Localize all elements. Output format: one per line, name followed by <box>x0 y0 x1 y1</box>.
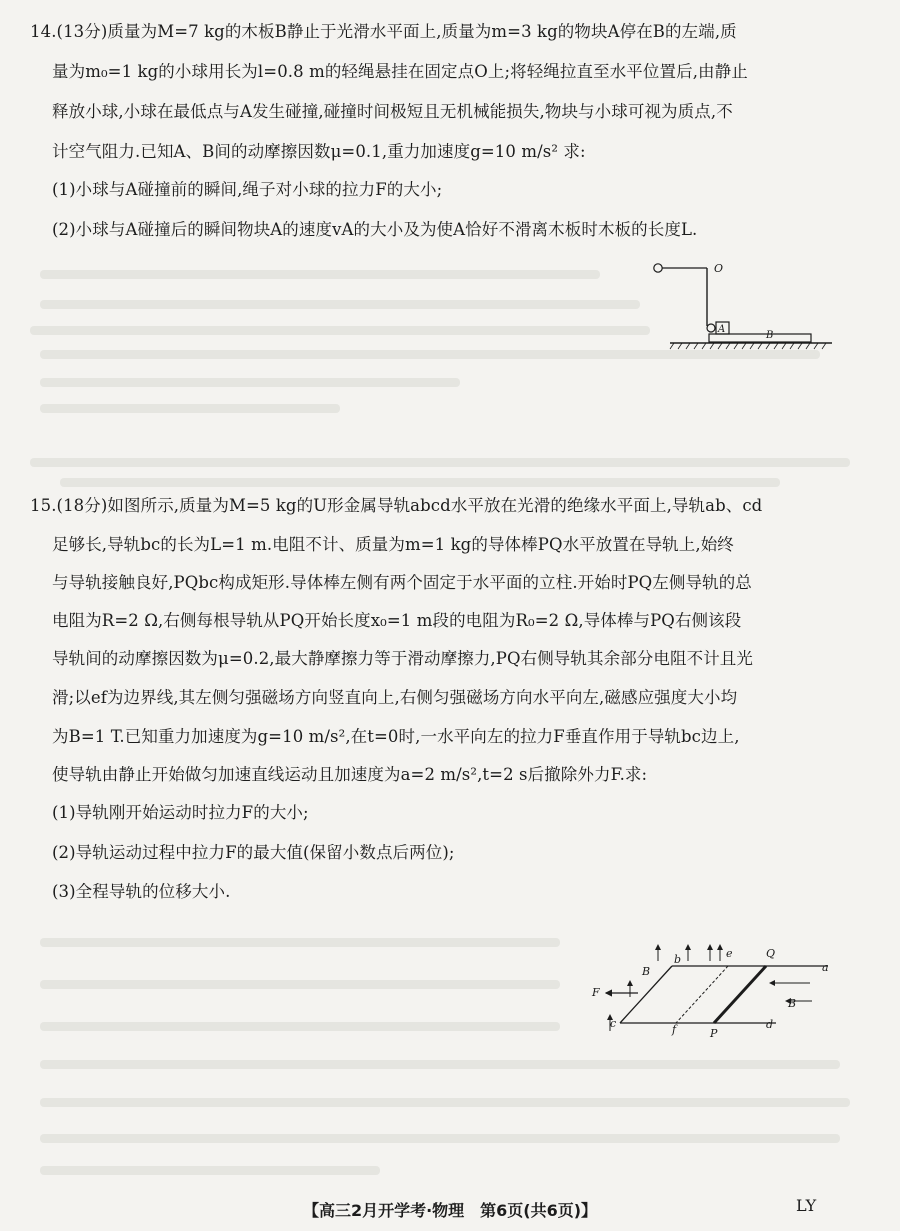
label-A: A <box>718 324 726 335</box>
q15-sub-question-2: (2)导轨运动过程中拉力F的最大值(保留小数点后两位); <box>52 843 455 862</box>
page-footer: 【高三2月开学考·物理 第6页(共6页)】 <box>302 1201 598 1220</box>
q14-sub-question-1: (1)小球与A碰撞前的瞬间,绳子对小球的拉力F的大小; <box>52 180 443 199</box>
ground-hatch <box>670 343 826 349</box>
q15-diagram <box>580 935 840 1045</box>
label-O: O <box>714 262 724 275</box>
q15-line: 为B=1 T.已知重力加速度为g=10 m/s²,在t=0时,一水平向左的拉力F垂直作用于导轨bc边上, <box>52 727 740 746</box>
q14-sub-question-2: (2)小球与A碰撞后的瞬间物块A的速度vA的大小及为使A恰好不滑离木板时木板的长度L. <box>52 220 698 239</box>
label-Q: Q <box>766 947 776 960</box>
q14-line: 释放小球,小球在最低点与A发生碰撞,碰撞时间极短且无机械能损失,物块与小球可视为质点,不 <box>52 102 733 121</box>
label-B: B <box>766 330 774 341</box>
ball <box>654 264 662 272</box>
label-B-right: B <box>788 997 797 1010</box>
q15-line: 与导轨接触良好,PQbc构成矩形.导体棒左侧有两个固定于水平面的立柱.开始时PQ左侧导轨的总 <box>52 573 752 592</box>
q15-line: 足够长,导轨bc的长为L=1 m.电阻不计、质量为m=1 kg的导体棒PQ水平放置在导轨上,始终 <box>52 535 734 554</box>
label-c: c <box>610 1017 617 1030</box>
q14-diagram <box>640 250 840 360</box>
label-d: d <box>766 1018 774 1031</box>
q15-sub-question-1: (1)导轨刚开始运动时拉力F的大小; <box>52 803 309 822</box>
q15-line: 电阻为R=2 Ω,右侧每根导轨从PQ开始长度x₀=1 m段的电阻为R₀=2 Ω,导体棒与PQ右侧该段 <box>52 611 742 630</box>
label-P: P <box>710 1027 718 1040</box>
footer-code: LY <box>796 1196 817 1215</box>
field-arrows-up <box>610 945 720 1031</box>
label-f: f <box>672 1023 677 1036</box>
q14-line: 量为m₀=1 kg的小球用长为l=0.8 m的轻绳悬挂在固定点O上;将轻绳拉直至水平位置后,由静止 <box>52 62 748 81</box>
label-B-left: B <box>642 965 651 978</box>
q15-line: 滑;以ef为边界线,其左侧匀强磁场方向竖直向上,右侧匀强磁场方向水平向左,磁感应强度大小均 <box>52 688 738 707</box>
board-B <box>709 334 811 342</box>
conductor-PQ <box>714 966 766 1023</box>
q14-line: 14.(13分)质量为M=7 kg的木板B静止于光滑水平面上,质量为m=3 kg的物块A停在B的左端,质 <box>30 22 737 41</box>
label-F: F <box>592 986 600 999</box>
q15-line: 导轨间的动摩擦因数为μ=0.2,最大静摩擦力等于滑动摩擦力,PQ右侧导轨其余部分电阻不计且光 <box>52 649 754 668</box>
q15-sub-question-3: (3)全程导轨的位移大小. <box>52 882 231 901</box>
ball-bottom <box>707 324 715 332</box>
q14-line: 计空气阻力.已知A、B间的动摩擦因数μ=0.1,重力加速度g=10 m/s² 求: <box>52 142 586 161</box>
label-a: a <box>822 961 829 974</box>
label-b: b <box>674 953 682 966</box>
q15-line: 15.(18分)如图所示,质量为M=5 kg的U形金属导轨abcd水平放在光滑的绝缘水平面上,导轨ab、cd <box>30 496 763 515</box>
label-e: e <box>726 947 733 960</box>
q15-line: 使导轨由静止开始做匀加速直线运动且加速度为a=2 m/s²,t=2 s后撤除外力F.求: <box>52 765 648 784</box>
